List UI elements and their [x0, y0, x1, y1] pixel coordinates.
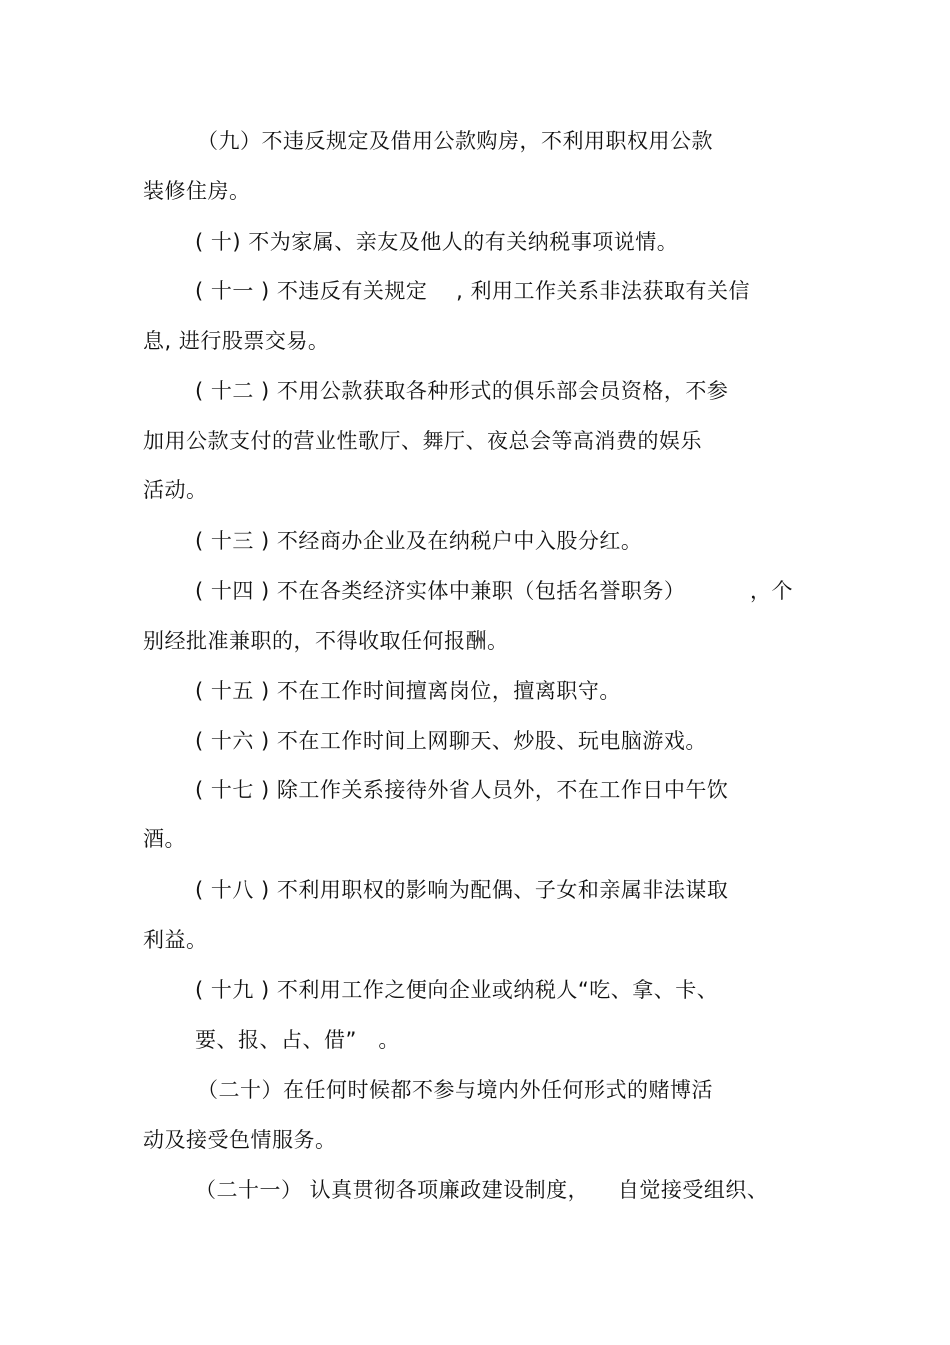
paragraph-line: ( 十九 ) 不利用工作之便向企业或纳税人“吃、拿、卡、 [195, 978, 719, 1002]
paragraph-line: ( 十六 ) 不在工作时间上网聊天、炒股、玩电脑游戏。 [195, 729, 707, 753]
paragraph-line: （二十一） 认真贯彻各项廉政建设制度， 自觉接受组织、 [195, 1178, 769, 1202]
paragraph-line: 利益。 [143, 928, 208, 952]
paragraph-line: 活动。 [143, 478, 208, 502]
paragraph-line: 动及接受色情服务。 [143, 1128, 337, 1152]
paragraph-line: （二十）在任何时候都不参与境内外任何形式的赌博活 [197, 1078, 713, 1102]
paragraph-line: 要、报、占、借” 。 [195, 1028, 400, 1052]
paragraph-line: ( 十二 ) 不用公款获取各种形式的俱乐部会员资格，不参 [195, 379, 729, 403]
paragraph-line: 息, 进行股票交易。 [143, 329, 330, 353]
paragraph-line: ( 十五 ) 不在工作时间擅离岗位，擅离职守。 [195, 679, 621, 703]
paragraph-line: 别经批准兼职的，不得收取任何报酬。 [143, 629, 509, 653]
paragraph-line: ( 十七 ) 除工作关系接待外省人员外，不在工作日中午饮 [195, 778, 729, 802]
paragraph-line: ( 十八 ) 不利用职权的影响为配偶、子女和亲属非法谋取 [195, 878, 729, 902]
paragraph-line: ( 十) 不为家属、亲友及他人的有关纳税事项说情。 [195, 230, 679, 254]
paragraph-line: 加用公款支付的营业性歌厅、舞厅、夜总会等高消费的娱乐 [143, 429, 702, 453]
paragraph-line: 装修住房。 [143, 179, 251, 203]
paragraph-line: 酒。 [143, 827, 186, 851]
paragraph-line: ( 十四 ) 不在各类经济实体中兼职（包括名誉职务） ，个 [195, 579, 793, 603]
paragraph-line: ( 十三 ) 不经商办企业及在纳税户中入股分红。 [195, 529, 643, 553]
paragraph-line: （九）不违反规定及借用公款购房，不利用职权用公款 [197, 129, 713, 153]
paragraph-line: ( 十一 ) 不违反有关规定 , 利用工作关系非法获取有关信 [195, 279, 750, 303]
